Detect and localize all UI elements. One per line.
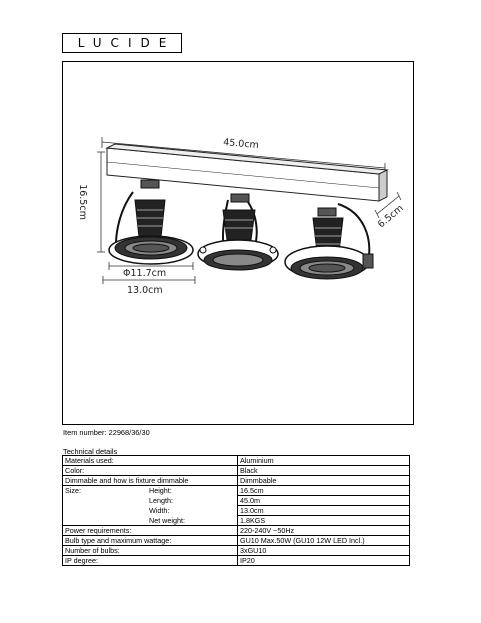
spec-sublabel: Length: (149, 496, 173, 505)
spec-label: IP degree: (63, 556, 238, 566)
spec-sublabel: Net weight: (149, 515, 185, 525)
technical-details-table (62, 455, 410, 566)
spec-label: Size: (65, 486, 81, 496)
table-row (63, 496, 410, 506)
spec-label: Materials used: (63, 456, 238, 466)
spec-label: Bulb type and maximum wattage: (63, 536, 238, 546)
table-row (63, 536, 410, 546)
table-row (63, 506, 410, 516)
product-drawing-frame (62, 61, 414, 425)
table-row (63, 556, 410, 566)
ceiling-base (107, 144, 387, 201)
spec-label: Dimmable and how is fixture dimmable (63, 476, 238, 486)
spec-label (65, 516, 149, 525)
table-row (63, 546, 410, 556)
diameter-dimension-label: Φ11.7cm (123, 268, 167, 279)
spec-label (65, 506, 149, 515)
table-row (63, 476, 410, 486)
spec-sublabel: Height: (149, 486, 172, 496)
technical-details-title: Technical details (63, 447, 118, 456)
table-row (63, 466, 410, 476)
spec-value: 3xGU10 (238, 546, 410, 556)
spotlight-right (285, 204, 373, 279)
spec-value: GU10 Max.50W (GU10 12W LED Incl.) (238, 536, 410, 546)
spec-value: 45.0m (238, 496, 410, 506)
spec-value: Dimmbable (238, 476, 410, 486)
lucide-logo (62, 33, 182, 53)
item-number: Item number: 22968/36/30 (63, 428, 150, 437)
spec-value: 1.8KGS (238, 516, 410, 526)
logo-text: LUCIDE (77, 36, 176, 50)
table-row (63, 456, 410, 466)
spec-value: Black (238, 466, 410, 476)
spec-label: Color: (63, 466, 238, 476)
spec-label: Number of bulbs: (63, 546, 238, 556)
spec-sublabel: Width: (149, 506, 170, 515)
spec-label-group (63, 516, 238, 526)
spec-label (65, 496, 149, 505)
length-dimension-label: 45.0cm (222, 137, 260, 152)
spec-label: Power requirements: (63, 526, 238, 536)
spotlight-middle (198, 194, 278, 270)
depth-dimension-label: 6.5cm (375, 202, 406, 231)
spotlight-left (109, 180, 193, 264)
spec-value: 16.5cm (238, 486, 410, 496)
height-dimension-label: 16.5cm (77, 184, 88, 220)
spec-label-group (63, 486, 238, 496)
product-technical-drawing (63, 62, 415, 426)
height-dimension (97, 152, 105, 252)
spec-label-group (63, 506, 238, 516)
spec-label-group (63, 496, 238, 506)
spec-value: 220-240V ~50Hz (238, 526, 410, 536)
table-row (63, 486, 410, 496)
spec-value: Aluminium (238, 456, 410, 466)
spec-value: 13.0cm (238, 506, 410, 516)
table-row (63, 516, 410, 526)
table-row (63, 526, 410, 536)
spec-value: IP20 (238, 556, 410, 566)
width-dimension-label: 13.0cm (127, 285, 163, 296)
